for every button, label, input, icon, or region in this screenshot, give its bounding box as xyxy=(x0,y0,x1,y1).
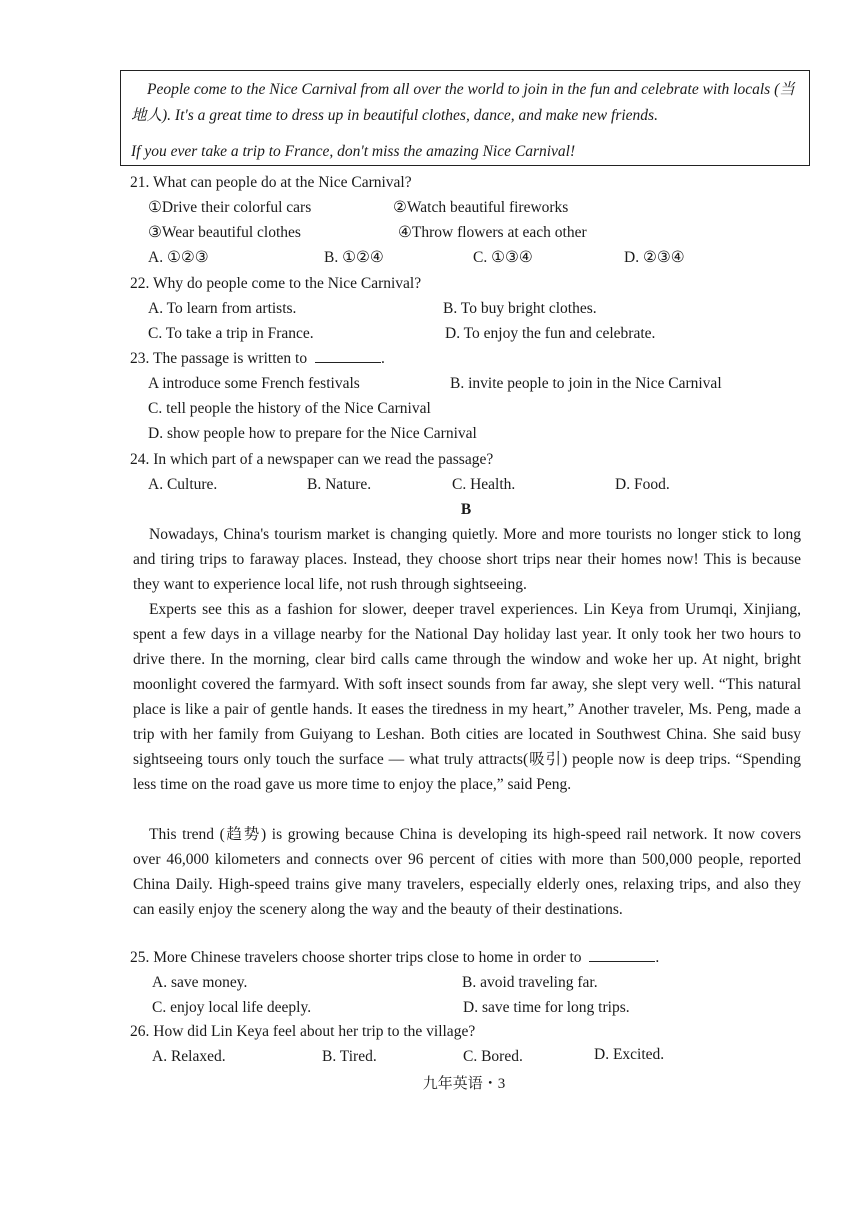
question-21-stem: 21. What can people do at the Nice Carnival? xyxy=(130,174,412,191)
q25-option-c: C. enjoy local life deeply. xyxy=(152,999,312,1016)
q25-option-a: A. save money. xyxy=(152,974,248,991)
q23-option-a: A introduce some French festivals xyxy=(148,375,360,392)
q23-option-d: D. show people how to prepare for the Nice Carnival xyxy=(148,425,477,442)
q24-option-d: D. Food. xyxy=(615,476,670,493)
q25-stem-end: . xyxy=(655,949,660,966)
passage-a-paragraph: People come to the Nice Carnival from all over the world to join in the fun and celebrate with locals (当地人). It's a great time to dress up in beautiful clothes, dance, and make new friends. xyxy=(131,81,795,124)
q23-option-c: C. tell people the history of the Nice Carnival xyxy=(148,400,431,417)
q21-option-b: B. ①②④ xyxy=(324,249,384,266)
q22-option-c: C. To take a trip in France. xyxy=(148,325,314,342)
section-b-heading: B xyxy=(460,501,472,518)
q25-stem-text: 25. More Chinese travelers choose shorter trips close to home in order to xyxy=(130,949,582,966)
q24-option-a: A. Culture. xyxy=(148,476,218,493)
passage-a-ending-box xyxy=(120,70,810,166)
passage-b-paragraph-3: This trend (趋势) is growing because China is developing its high-speed rail network. It now covers over 46,000 kilometers and connects over 96 percent of cities with more than 500,000 people, reported China Daily. High-speed trains give many travelers, especially elderly ones, relaxing trips, and also they can easily enjoy the scenery along the way and the beauty of their destinations. xyxy=(133,826,801,918)
answer-blank xyxy=(315,348,381,363)
q25-option-d: D. save time for long trips. xyxy=(463,999,630,1016)
question-26-stem: 26. How did Lin Keya feel about her trip to the village? xyxy=(130,1023,476,1040)
q21-option-d: D. ②③④ xyxy=(624,249,685,266)
q22-option-b: B. To buy bright clothes. xyxy=(443,300,597,317)
q26-option-b: B. Tired. xyxy=(322,1048,377,1065)
passage-a-closing-line: If you ever take a trip to France, don't miss the amazing Nice Carnival! xyxy=(131,143,576,160)
question-25-stem xyxy=(130,947,659,969)
q24-option-b: B. Nature. xyxy=(307,476,372,493)
question-23-stem xyxy=(130,348,385,370)
q24-option-c: C. Health. xyxy=(452,476,516,493)
q26-option-c: C. Bored. xyxy=(463,1048,523,1065)
q26-option-a: A. Relaxed. xyxy=(152,1048,226,1065)
q21-statement-3: ③Wear beautiful clothes xyxy=(148,224,301,241)
q22-option-a: A. To learn from artists. xyxy=(148,300,297,317)
passage-b-paragraph-2: Experts see this as a fashion for slower, deeper travel experiences. Lin Keya from Urumqi, Xinjiang, spent a few days in a village nearby for the National Day holiday last year. It only took her two hours to drive there. In the morning, clear bird calls came through the window and woke her up. At night, bright moonlight covered the farmyard. With soft insect sounds from far away, she slept very well. “This natural place is like a pair of gentle hands. It eases the tiredness in my heart,” Another traveler, Ms. Peng, made a trip with her family from Guiyang to Leshan. Both cities are located in Southwest China. She said busy sightseeing tours only touch the surface — what truly attracts(吸引) people now is deep trips. “Spending less time on the road gave us more time to enjoy the place,” said Peng. xyxy=(133,601,801,793)
page-footer: 九年英语・3 xyxy=(422,1076,506,1092)
passage-b-paragraph-1: Nowadays, China's tourism market is changing quietly. More and more tourists no longer stick to long and tiring trips to faraway places. Instead, they choose short trips near their homes now! This is because they want to experience local life, not rush through sightseeing. xyxy=(133,526,801,593)
q23-option-b: B. invite people to join in the Nice Carnival xyxy=(450,375,722,392)
q23-stem-text: 23. The passage is written to xyxy=(130,350,308,367)
q21-statement-4: ④Throw flowers at each other xyxy=(398,224,587,241)
answer-blank xyxy=(589,947,655,962)
q23-stem-end: . xyxy=(380,350,385,367)
q25-option-b: B. avoid traveling far. xyxy=(462,974,598,991)
q21-statement-2: ②Watch beautiful fireworks xyxy=(393,199,569,216)
question-22-stem: 22. Why do people come to the Nice Carnival? xyxy=(130,275,422,292)
q21-option-c: C. ①③④ xyxy=(473,249,533,266)
question-24-stem: 24. In which part of a newspaper can we read the passage? xyxy=(130,451,494,468)
q21-statement-1: ①Drive their colorful cars xyxy=(148,199,312,216)
q21-option-a: A. ①②③ xyxy=(148,249,209,266)
q22-option-d: D. To enjoy the fun and celebrate. xyxy=(445,325,656,342)
q26-option-d: D. Excited. xyxy=(594,1046,665,1063)
